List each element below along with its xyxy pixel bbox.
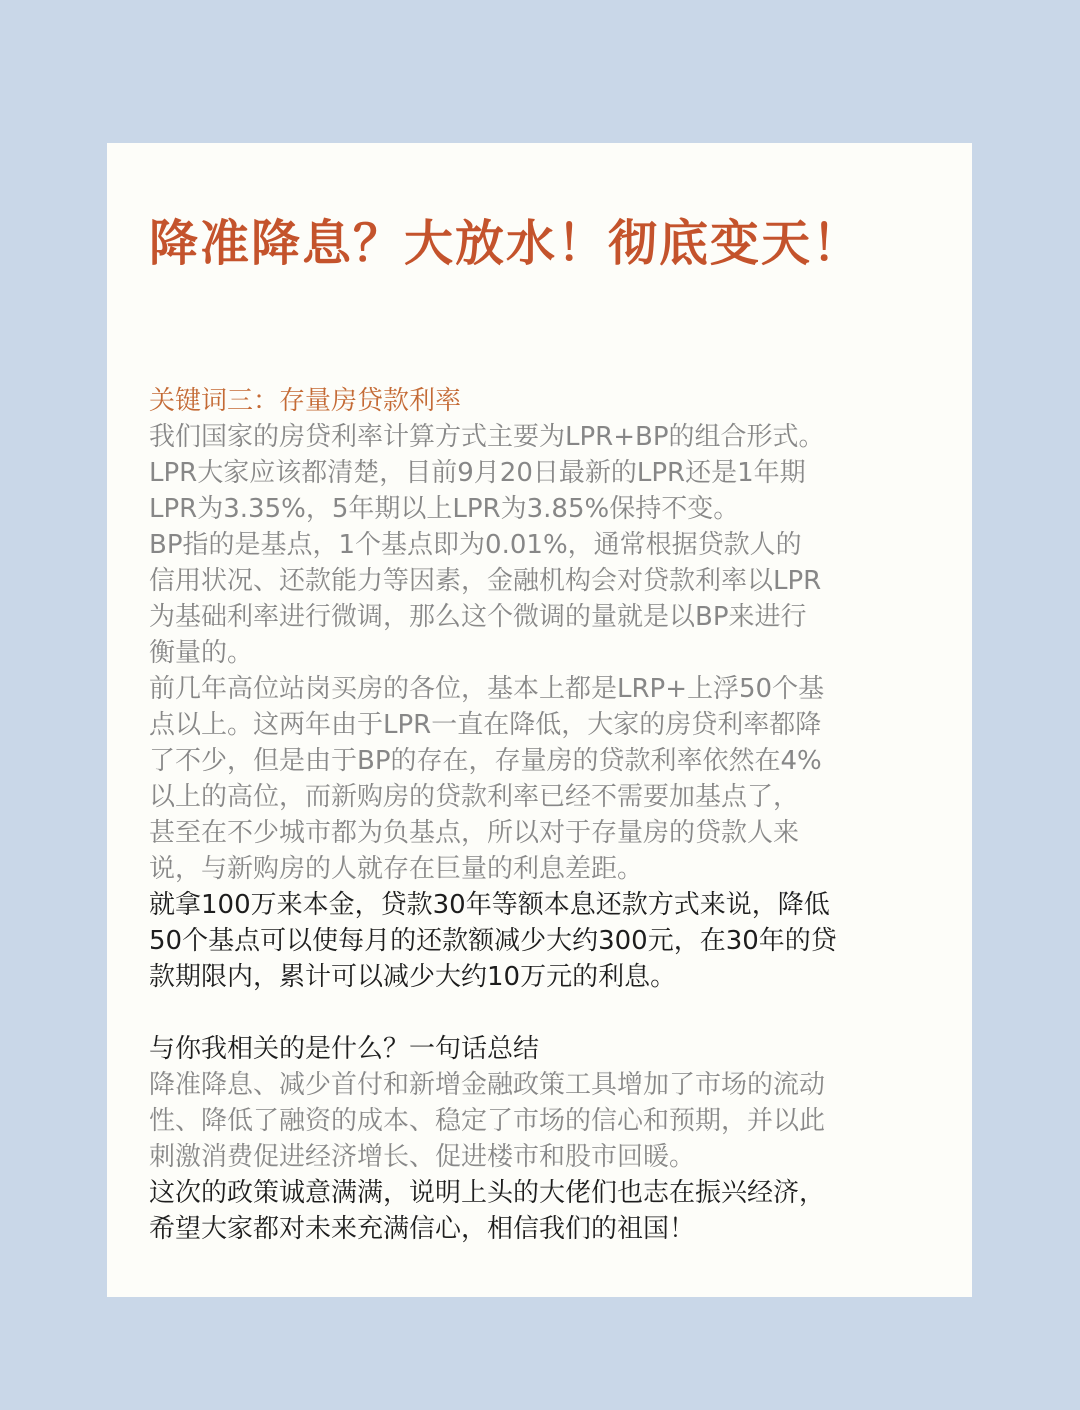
text-line: 就拿100万来本金，贷款30年等额本息还款方式来说，降低 <box>149 890 830 920</box>
text-line: 说，与新购房的人就存在巨量的利息差距。 <box>149 854 644 884</box>
text-line: 信用状况、还款能力等因素，金融机构会对贷款利率以LPR <box>149 566 822 596</box>
paragraph-summary <box>149 1067 930 1175</box>
text-line: 前几年高位站岗买房的各位，基本上都是LRP+上浮50个基 <box>149 674 825 704</box>
text-line: 点以上。这两年由于LPR一直在降低，大家的房贷利率都降 <box>149 710 822 740</box>
blank-line <box>149 995 930 1031</box>
section-heading-summary: 与你我相关的是什么？一句话总结 <box>149 1034 540 1064</box>
section-heading-keyword-three: 关键词三：存量房贷款利率 <box>149 386 462 416</box>
text-line: 希望大家都对未来充满信心，相信我们的祖国！ <box>149 1214 696 1244</box>
paragraph-bp-definition <box>149 527 930 671</box>
article-title: 降准降息？大放水！彻底变天！ <box>149 215 864 272</box>
text-line: 这次的政策诚意满满，说明上头的大佬们也志在振兴经济， <box>149 1178 826 1208</box>
text-line: LPR为3.35%，5年期以上LPR为3.85%保持不变。 <box>149 494 740 524</box>
text-line: 衡量的。 <box>149 638 254 668</box>
text-line: BP指的是基点，1个基点即为0.01%，通常根据贷款人的 <box>149 530 802 560</box>
text-line: 款期限内，累计可以减少大约10万元的利息。 <box>149 962 677 992</box>
text-line: 以上的高位，而新购房的贷款利率已经不需要加基点了， <box>149 782 800 812</box>
text-line: 为基础利率进行微调，那么这个微调的量就是以BP来进行 <box>149 602 807 632</box>
article-card <box>107 143 972 1297</box>
text-line: 50个基点可以使每月的还款额减少大约300元，在30年的贷 <box>149 926 837 956</box>
paragraph-lpr-intro <box>149 419 930 527</box>
text-line: 我们国家的房贷利率计算方式主要为LPR+BP的组合形式。 <box>149 422 825 452</box>
text-line: 了不少，但是由于BP的存在，存量房的贷款利率依然在4% <box>149 746 822 776</box>
text-line: 性、降低了融资的成本、稳定了市场的信心和预期，并以此 <box>149 1106 826 1136</box>
text-line: 降准降息、减少首付和新增金融政策工具增加了市场的流动 <box>149 1070 826 1100</box>
paragraph-rate-gap <box>149 671 930 887</box>
text-line: LPR大家应该都清楚，目前9月20日最新的LPR还是1年期 <box>149 458 806 488</box>
text-line: 刺激消费促进经济增长、促进楼市和股市回暖。 <box>149 1142 696 1172</box>
text-line: 甚至在不少城市都为负基点，所以对于存量房的贷款人来 <box>149 818 800 848</box>
article-body <box>149 383 930 1247</box>
paragraph-closing <box>149 1175 930 1247</box>
paragraph-savings-example <box>149 887 930 995</box>
